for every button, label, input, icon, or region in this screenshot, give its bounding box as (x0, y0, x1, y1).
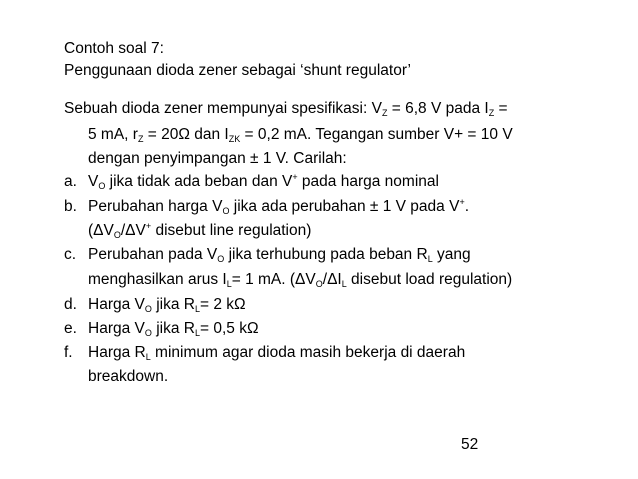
item-f-text-line-1: Harga RL minimum agar dioda masih bekerja di daerah (88, 344, 466, 362)
intro-line-3: dengan penyimpangan ± 1 V. Carilah: (88, 150, 347, 167)
item-b-text-line-2: (ΔVO/ΔV+ disebut line regulation) (88, 221, 312, 240)
item-a-marker: a. (64, 173, 77, 190)
item-a-text: VO jika tidak ada beban dan V+ pada harga nominal (88, 172, 439, 191)
item-c-text-line-2: menghasilkan arus IL= 1 mA. (ΔVO/ΔIL disebut load regulation) (88, 271, 513, 289)
slide-title: Contoh soal 7: (64, 40, 164, 57)
item-b-text-line-1: Perubahan harga VO jika ada perubahan ± 1 V pada V+. (88, 197, 470, 216)
intro-line-1: Sebuah dioda zener mempunyai spesifikasi: VZ = 6,8 V pada IZ = (64, 100, 508, 118)
page-number: 52 (461, 436, 479, 453)
slide-subtitle: Penggunaan dioda zener sebagai ‘shunt regulator’ (64, 62, 412, 79)
item-c-marker: c. (64, 246, 77, 263)
intro-line-2: 5 mA, rZ = 20Ω dan IZK = 0,2 mA. Tegangan sumber V+ = 10 V (88, 126, 513, 144)
item-d-marker: d. (64, 296, 77, 313)
item-c-text-line-1: Perubahan pada VO jika terhubung pada beban RL yang (88, 246, 471, 264)
item-e-text: Harga VO jika RL= 0,5 kΩ (88, 320, 259, 338)
item-f-text-line-2: breakdown. (88, 368, 169, 385)
item-f-marker: f. (64, 344, 73, 361)
item-d-text: Harga VO jika RL= 2 kΩ (88, 296, 246, 314)
item-e-marker: e. (64, 320, 77, 337)
item-b-marker: b. (64, 198, 77, 215)
